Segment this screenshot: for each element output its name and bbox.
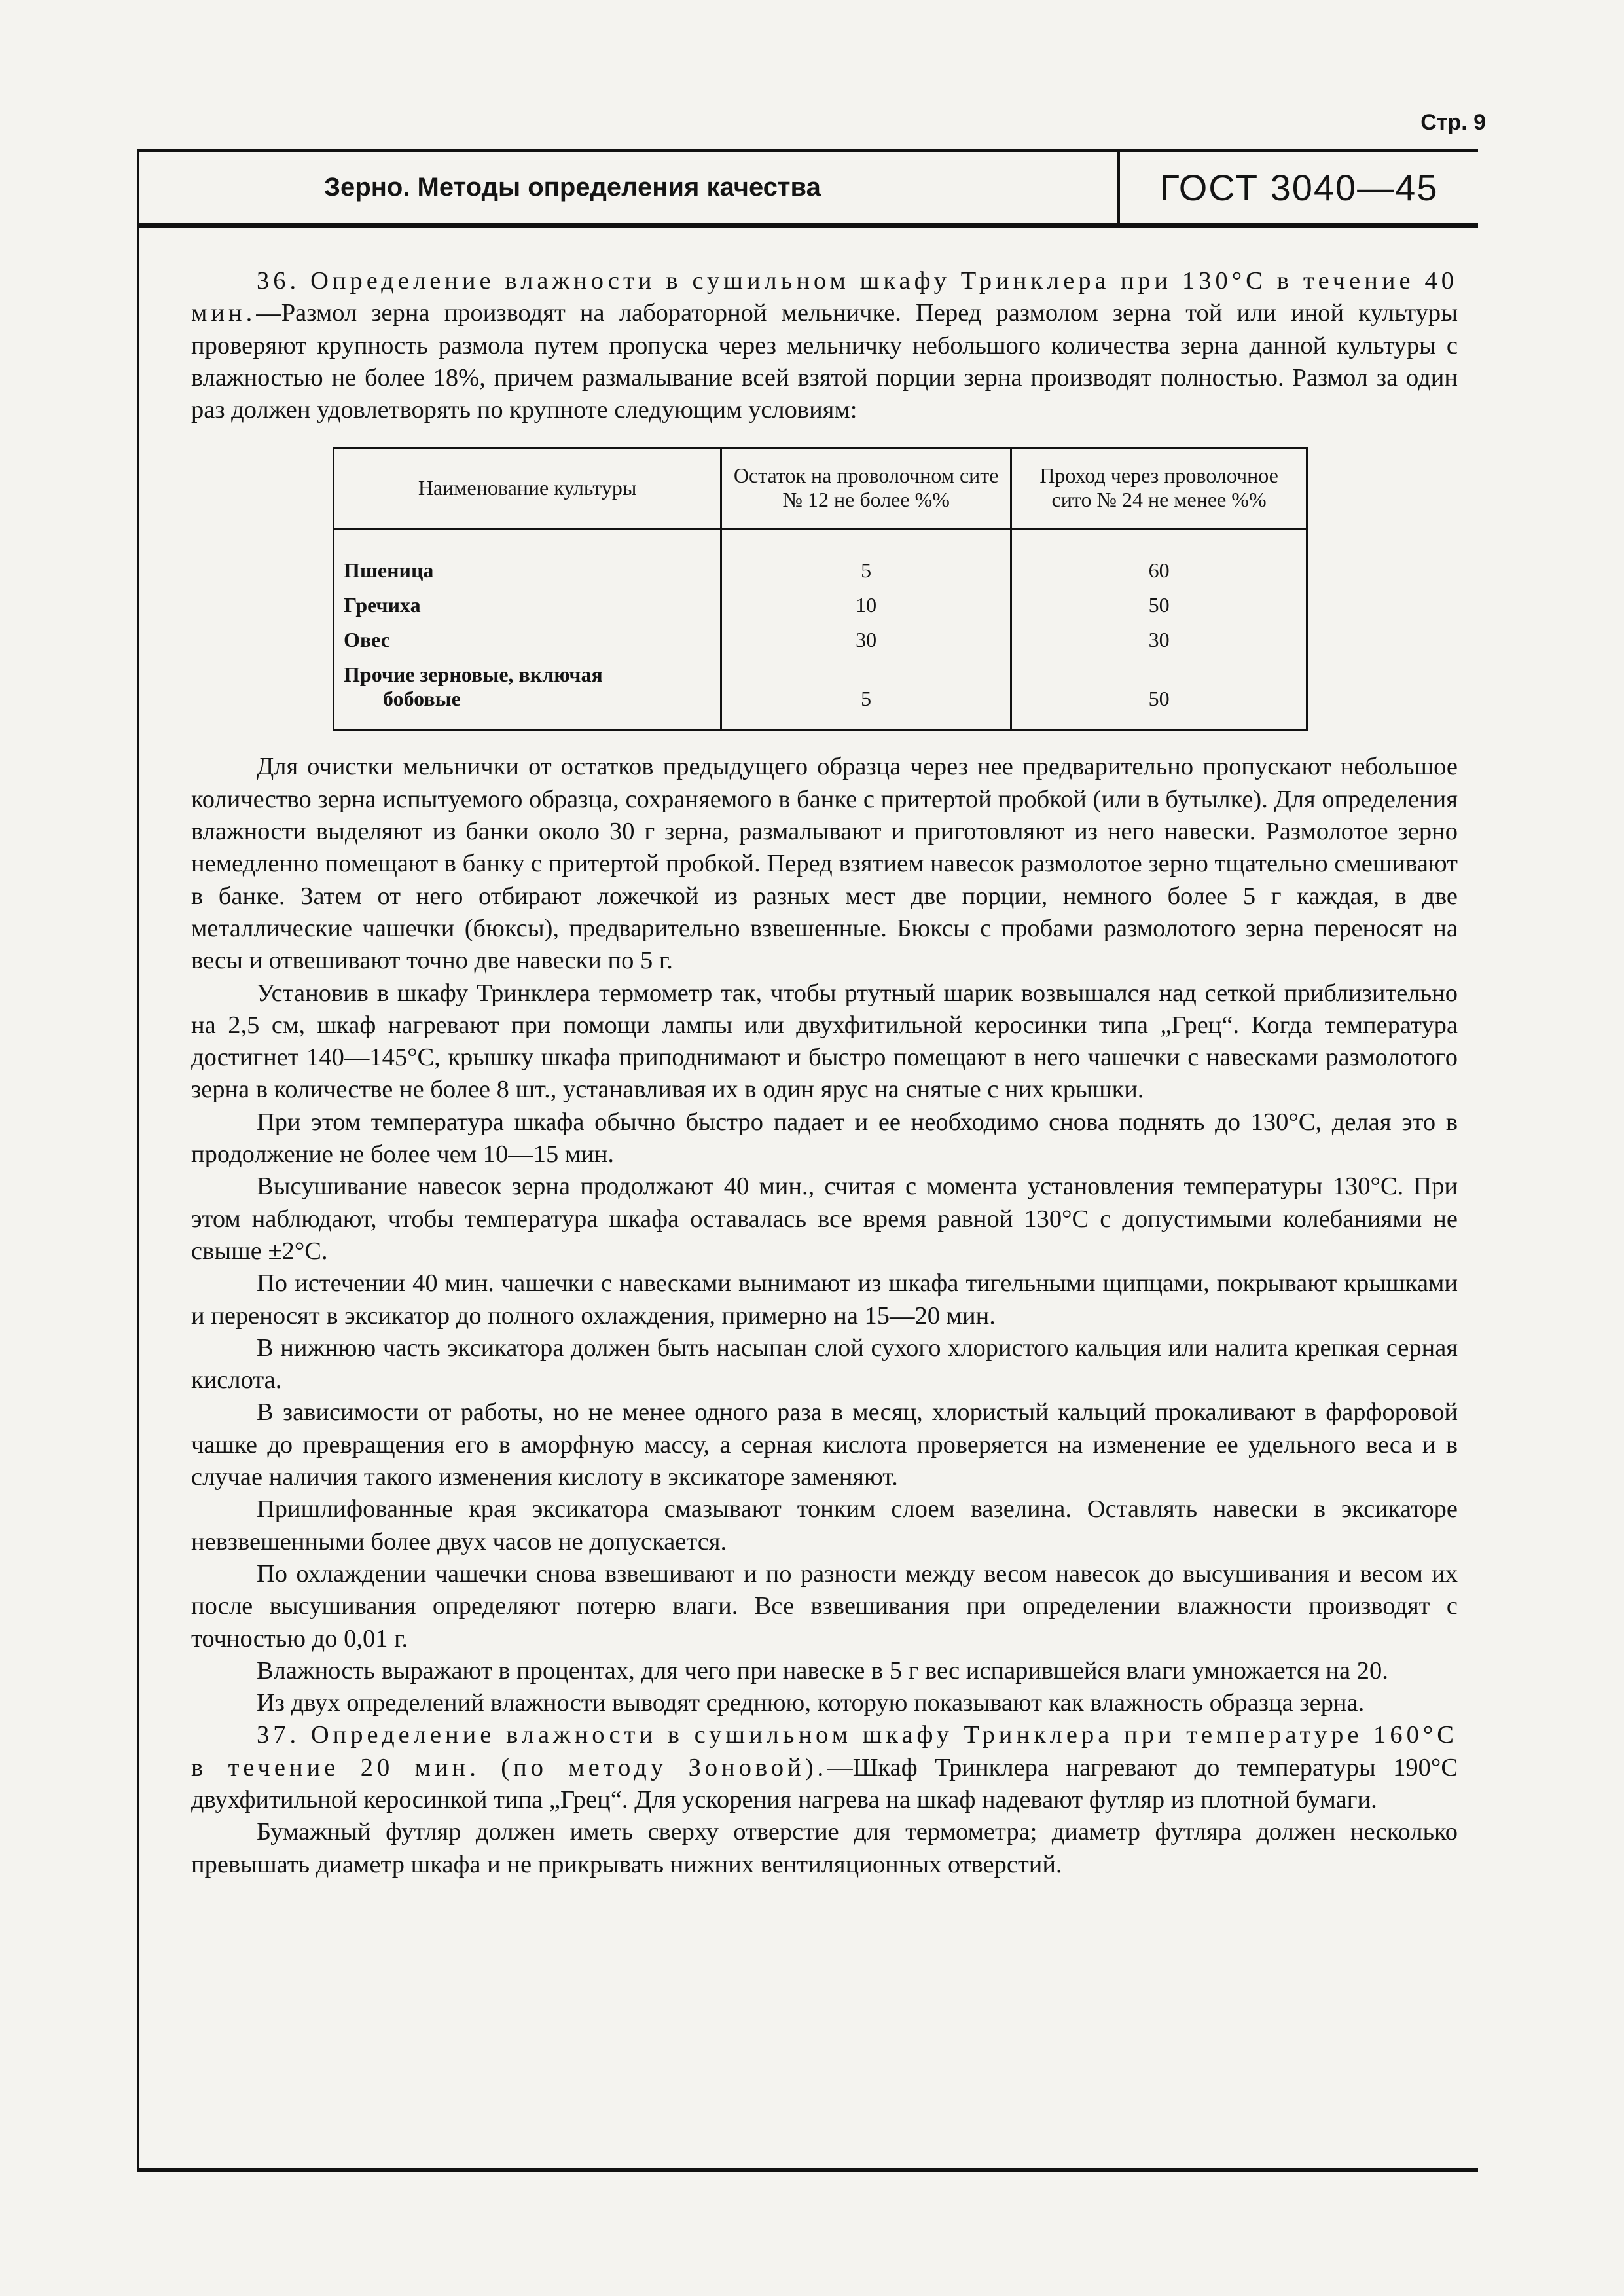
table-row [334,588,1307,623]
paragraph: Установив в шкафу Тринклера термометр так, чтобы ртутный шарик возвышался над сеткой приблизительно на 2,5 см, шкаф нагревают при помощи лампы или двухфитильной керосинки типа „Грец“. Когда температура достигнет 140—145°С, крышку шкафа приподнимают и быстро помещают в него чашечки с навесками размолотого зерна в количестве не более 8 шт., устанавливая их в один ярус на снятые с них крышки. [191,979,1458,1104]
cell-crop: Пшеница [334,529,721,589]
section-37 [191,1719,1458,1816]
page-content [191,265,1458,1881]
col-header-crop: Наименование культуры [334,448,721,529]
paragraph: В зависимости от работы, но не менее одного раза в месяц, хлористый кальций прокаливают в фарфоровой чашке до превращения его в аморфную массу, а серная кислота проверяется на изменение ее удельного веса и в случае наличия такого изменения кислоту в эксикаторе заменяют. [191,1398,1458,1491]
section-36 [191,265,1458,426]
grinding-requirements-table [333,447,1308,731]
paragraph: В нижнюю часть эксикатора должен быть насыпан слой сухого хлористого кальция или налита крепкая серная кислота. [191,1334,1458,1394]
cell-passage: 30 [1011,623,1307,657]
cell-crop-line1: Прочие зерновые, включая [344,663,603,687]
paragraph: По истечении 40 мин. чашечки с навесками вынимают из шкафа тигельными щипцами, покрывают крышками и переносят в эксикатор до полного охлаждения, примерно на 15—20 мин. [191,1269,1458,1330]
cell-passage: 50 [1011,657,1307,731]
paragraph: Бумажный футляр должен иметь сверху отверстие для термометра; диаметр футляра должен несколько превышать диаметр шкафа и не прикрывать нижних вентиляционных отверстий. [191,1818,1458,1878]
table-header-row [334,448,1307,529]
paragraph: Влажность выражают в процентах, для чего при навеске в 5 г вес испарившейся влаги умножается на 20. [257,1656,1388,1685]
cell-crop-line2: бобовые [383,687,461,711]
cell-residue: 5 [721,657,1011,731]
cell-residue: 30 [721,623,1011,657]
section-36-heading: 36. Определение влажности в сушильном шкафу Тринклера при 130°С в течение 40 мин. [191,267,1458,327]
cell-crop: Овес [334,623,721,657]
table-row [334,657,1307,731]
col-header-residue: Остаток на проволочном сите № 12 не более %% [721,448,1011,529]
paragraph: Высушивание навесок зерна продолжают 40 мин., считая с момента установления температуры 130°С. При этом наблюдают, чтобы температура шкафа оставалась все время равной 130°С с допустимыми колебаниями не свыше ±2°С. [191,1173,1458,1265]
table-row [334,529,1307,589]
section-37-text: —Шкаф Тринклера нагревают до температуры 190°С двухфитильной керосинкой типа „Грец“. Для ускорения нагрева на шкаф надевают футляр из плотной бумаги. [191,1753,1458,1813]
section-36-text: —Размол зерна производят на лабораторной мельничке. Перед размолом зерна той или иной культуры проверяют крупность размола путем пропуска через мельничку небольшого количества зерна данной культуры с влажностью не более 18%, причем размалывание всей взятой порции зерна производят полностью. Размол за один раз должен удовлетворять по крупноте следующим условиям: [191,299,1458,424]
cell-passage: 50 [1011,588,1307,623]
page-number: Стр. 9 [1420,110,1486,135]
cell-crop [334,657,721,731]
document-title: Зерно. Методы определения качества [139,152,1120,223]
paragraph: Из двух определений влажности выводят среднюю, которую показывают как влажность образца зерна. [257,1689,1365,1717]
standard-code: ГОСТ 3040—45 [1159,167,1439,208]
paragraph: Пришлифованные края эксикатора смазывают тонким слоем вазелина. Оставлять навески в эксикаторе невзвешенными более двух часов не допускается. [191,1495,1458,1556]
cell-residue: 5 [721,529,1011,589]
paragraph: По охлаждении чашечки снова взвешивают и по разности между весом навесок до высушивания и весом их после высушивания определяют потерю влаги. Все взвешивания при определении влажности производят с точностью до 0,01 г. [191,1559,1458,1652]
col-header-passage: Проход через проволочное сито № 24 не менее %% [1011,448,1307,529]
cell-crop: Гречиха [334,588,721,623]
cell-passage: 60 [1011,529,1307,589]
grinding-table-wrapper [333,447,1308,731]
document-header [137,149,1478,228]
paragraph: Для очистки мельнички от остатков предыдущего образца через нее предварительно пропускают небольшое количество зерна испытуемого образца, сохраняемого в банке с притертой пробкой (или в бутылке). Для определения влажности выделяют из банки около 30 г зерна, размалывают и приготовляют из него навески. Размолотое зерно немедленно помещают в банку с притертой пробкой. Перед взятием навесок размолотое зерно тщательно смешивают в банке. Затем от него отбирают ложечкой из разных мест две порции, немного более 5 г каждая, в две металлические чашечки (бюксы), предварительно взвешенные. Бюксы с пробами размолотого зерна переносят на весы и отвешивают точно две навески по 5 г. [191,753,1458,975]
table-row [334,623,1307,657]
cell-residue: 10 [721,588,1011,623]
section-37-heading: 37. Определение влажности в сушильном шкафу Тринклера при температуре 160°С в течение 20 мин. (по методу Зоновой). [191,1721,1458,1781]
paragraph: При этом температура шкафа обычно быстро падает и ее необходимо снова поднять до 130°С, делая это в продолжение не более чем 10—15 мин. [191,1108,1458,1169]
